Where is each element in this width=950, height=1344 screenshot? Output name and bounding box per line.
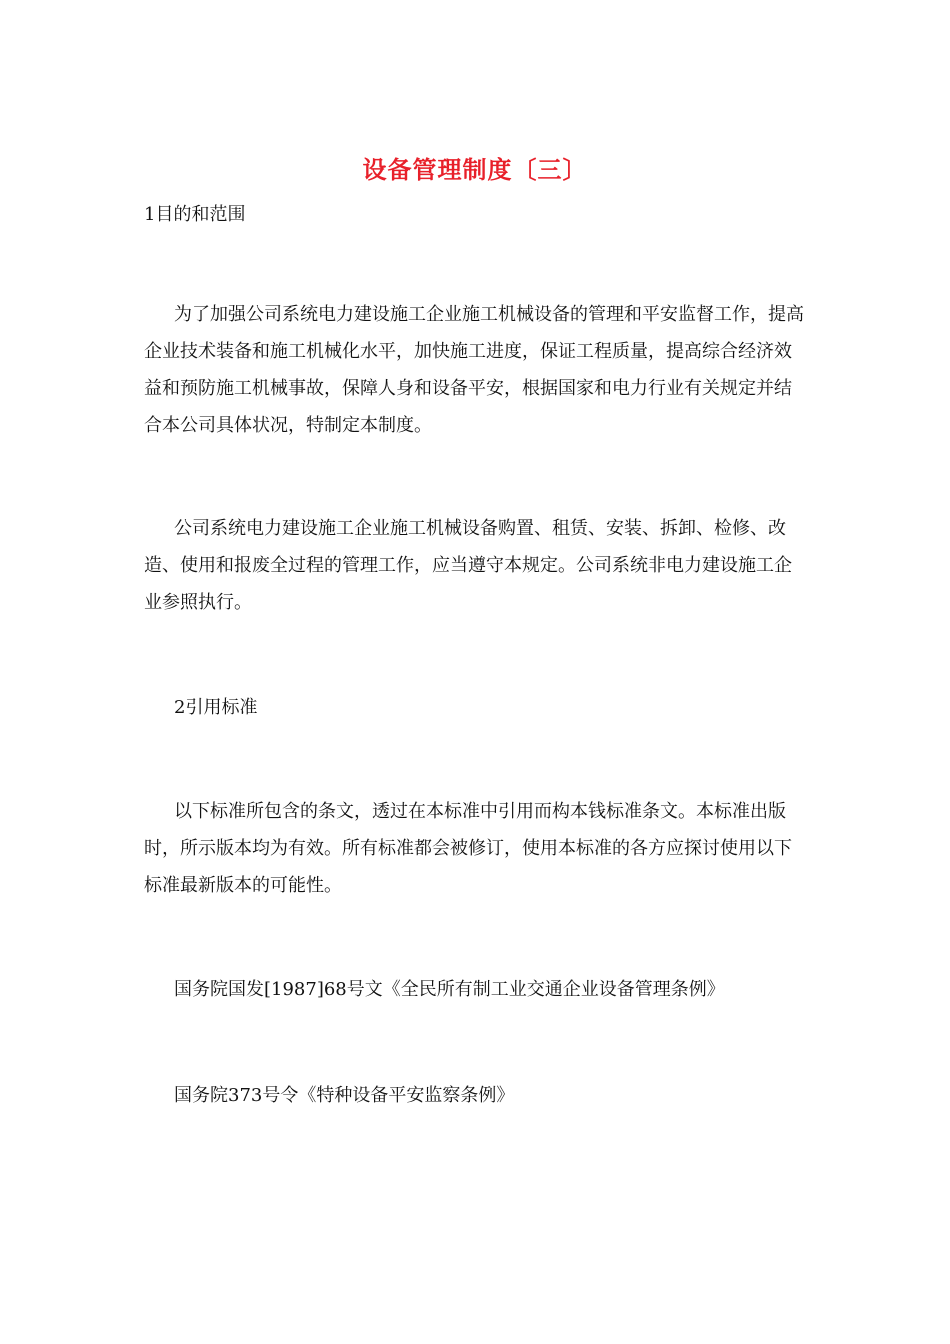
reference-item-2: 国务院373号令《特种设备平安监察条例》 <box>174 1085 515 1106</box>
section1-paragraph-1: 为了加强公司系统电力建设施工企业施工机械设备的管理和平安监督工作，提高企业技术装备和施工机械化水平，加快施工进度，保证工程质量，提高综合经济效益和预防施工机械事故，保障人身和设备平安，根据国家和电力行业有关规定并结合本公司具体状况，特制定本制度。 <box>144 304 804 436</box>
document-title: 设备管理制度〔三〕 <box>362 156 588 184</box>
reference-item-1: 国务院国发[1987]68号文《全民所有制工业交通企业设备管理条例》 <box>174 979 725 1000</box>
section2-heading: 2引用标准 <box>174 697 258 718</box>
section1-paragraph-2: 公司系统电力建设施工企业施工机械设备购置、租赁、安装、拆卸、检修、改造、使用和报废全过程的管理工作，应当遵守本规定。公司系统非电力建设施工企业参照执行。 <box>144 518 792 613</box>
section2-paragraph-1: 以下标准所包含的条文，透过在本标准中引用而构本钱标准条文。本标准出版时，所示版本均为有效。所有标准都会被修订，使用本标准的各方应探讨使用以下标准最新版本的可能性。 <box>144 801 792 896</box>
section1-heading: 1目的和范围 <box>144 204 246 225</box>
